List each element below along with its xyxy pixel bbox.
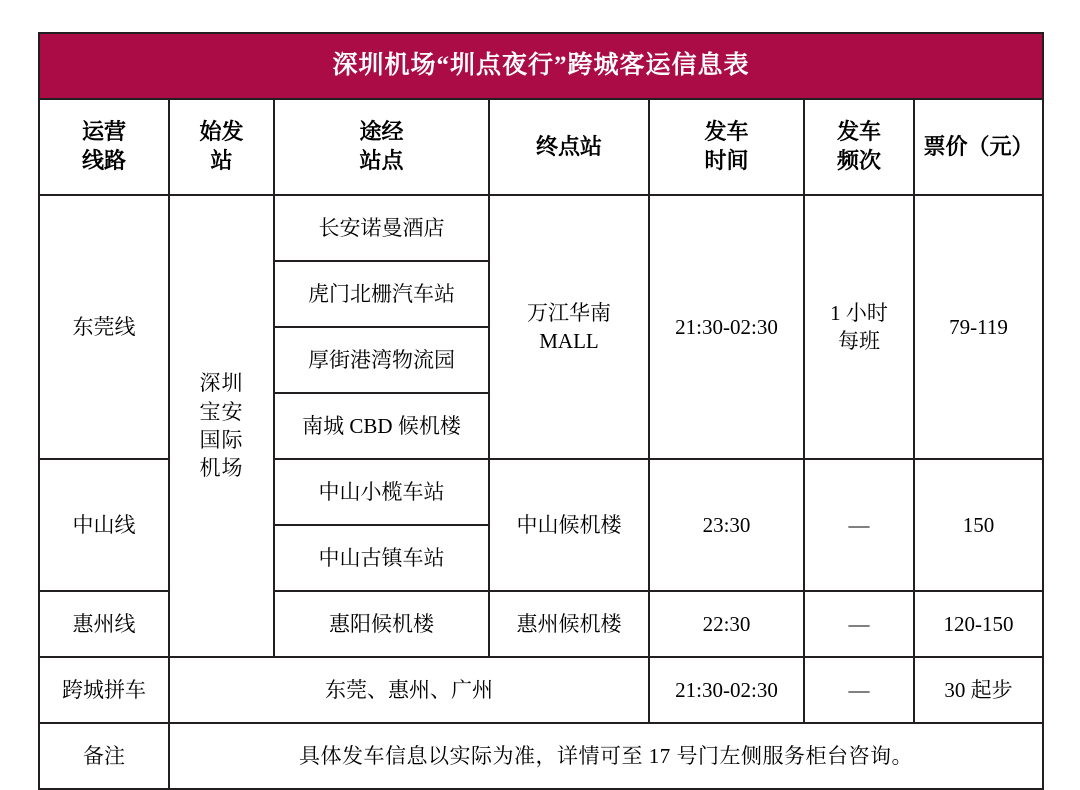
cell-stop-carpool: 东莞、惠州、广州 — [169, 657, 649, 723]
cell-destination-dongguan — [489, 195, 649, 459]
cell-frequency-huizhou: — — [804, 591, 914, 657]
header-frequency-line2: 频次 — [836, 148, 881, 173]
origin-line-4: 机场 — [199, 456, 244, 481]
frequency-line-1: 1 小时 — [830, 300, 888, 325]
cell-stop: 厚街港湾物流园 — [274, 327, 489, 393]
cell-stop: 长安诺曼酒店 — [274, 195, 489, 261]
header-fare: 票价（元） — [914, 99, 1043, 195]
origin-line-1: 深圳 — [199, 371, 244, 396]
header-departure-time-line2: 时间 — [704, 148, 749, 173]
table-note-row — [39, 723, 1043, 789]
cell-fare-carpool: 30 起步 — [914, 657, 1043, 723]
header-stops — [274, 99, 489, 195]
header-frequency-line1: 发车 — [836, 119, 881, 145]
header-stops-line1: 途经 — [359, 119, 404, 145]
cell-departure-time-carpool: 21:30-02:30 — [649, 657, 804, 723]
table-row — [39, 195, 1043, 261]
table-header-row — [39, 99, 1043, 195]
header-route-line2: 线路 — [81, 148, 126, 173]
origin-line-2: 宝安 — [199, 399, 244, 424]
note-text: 具体发车信息以实际为准，详情可至 17 号门左侧服务柜台咨询。 — [169, 723, 1043, 789]
bus-info-table — [38, 32, 1044, 790]
cell-stop: 虎门北栅汽车站 — [274, 261, 489, 327]
cell-fare-dongguan: 79-119 — [914, 195, 1043, 459]
table-title-row — [39, 33, 1043, 99]
cell-destination-huizhou: 惠州候机楼 — [489, 591, 649, 657]
cell-fare-huizhou: 120-150 — [914, 591, 1043, 657]
cell-frequency-zhongshan: — — [804, 459, 914, 591]
cell-departure-time-zhongshan: 23:30 — [649, 459, 804, 591]
cell-stop: 中山小榄车站 — [274, 459, 489, 525]
cell-departure-time-dongguan: 21:30-02:30 — [649, 195, 804, 459]
destination-line-1: 万江华南 — [527, 300, 611, 325]
table-row — [39, 657, 1043, 723]
header-origin — [169, 99, 274, 195]
cell-destination-zhongshan: 中山候机楼 — [489, 459, 649, 591]
cell-stop: 中山古镇车站 — [274, 525, 489, 591]
frequency-line-2: 每班 — [838, 329, 880, 353]
cell-frequency-carpool: — — [804, 657, 914, 723]
cell-route-huizhou: 惠州线 — [39, 591, 169, 657]
table-title: 深圳机场“圳点夜行”跨城客运信息表 — [39, 33, 1043, 99]
cell-route-dongguan: 东莞线 — [39, 195, 169, 459]
header-origin-line1: 始发 — [199, 119, 244, 145]
cell-route-carpool: 跨城拼车 — [39, 657, 169, 723]
header-destination: 终点站 — [489, 99, 649, 195]
destination-line-2: MALL — [539, 329, 599, 353]
cell-frequency-dongguan — [804, 195, 914, 459]
cell-route-zhongshan: 中山线 — [39, 459, 169, 591]
origin-line-3: 国际 — [199, 428, 244, 452]
header-route — [39, 99, 169, 195]
cell-departure-time-huizhou: 22:30 — [649, 591, 804, 657]
cell-origin-station — [169, 195, 274, 657]
table-container — [38, 32, 1042, 790]
header-origin-line2: 站 — [210, 148, 233, 173]
cell-fare-zhongshan: 150 — [914, 459, 1043, 591]
header-route-line1: 运营 — [81, 119, 126, 145]
note-label: 备注 — [39, 723, 169, 789]
header-stops-line2: 站点 — [359, 148, 404, 173]
cell-stop: 惠阳候机楼 — [274, 591, 489, 657]
header-departure-time-line1: 发车 — [704, 119, 749, 145]
cell-stop: 南城 CBD 候机楼 — [274, 393, 489, 459]
header-frequency — [804, 99, 914, 195]
header-departure-time — [649, 99, 804, 195]
